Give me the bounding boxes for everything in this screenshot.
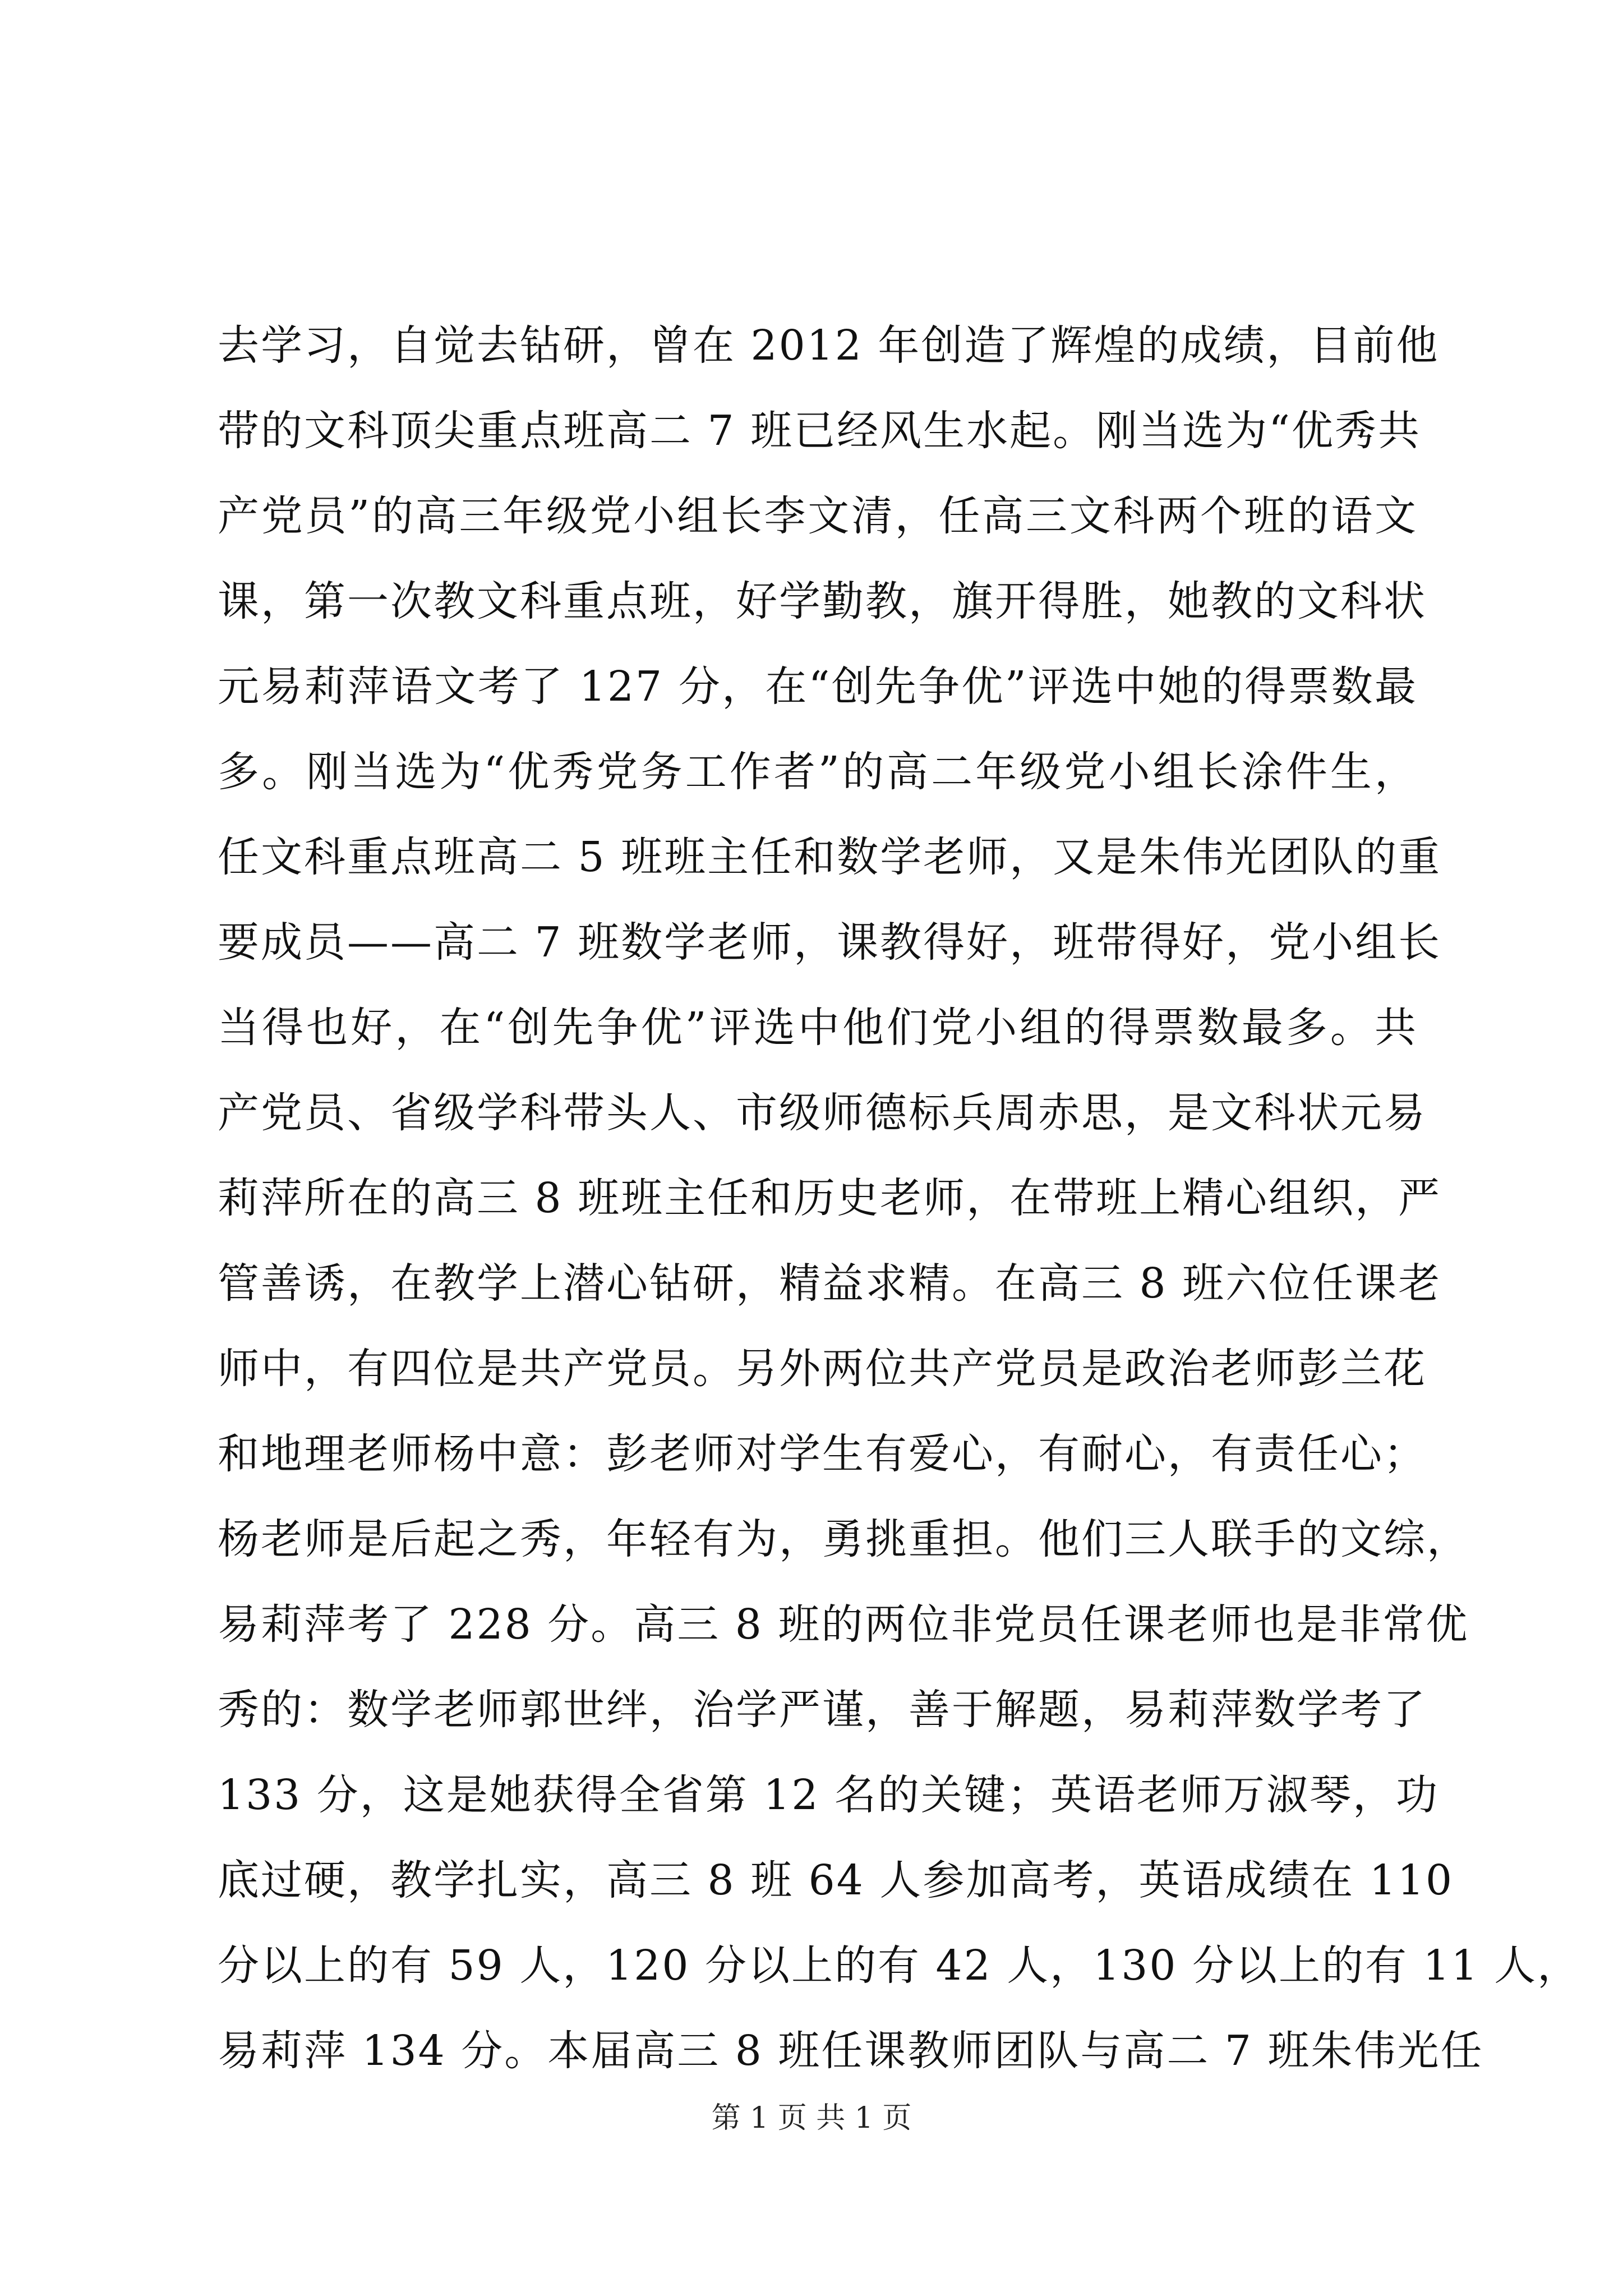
text-line-11: 莉萍所在的高三 8 班班主任和历史老师，在带班上精心组织，严	[218, 1174, 1442, 1222]
text-line-8: 要成员——高二 7 班数学老师，课教得好，班带得好，党小组长	[218, 918, 1442, 967]
page-footer	[0, 2098, 1623, 2138]
body-paragraph	[218, 303, 1581, 2093]
text-line-17: 秀的：数学老师郭世绊，治学严谨，善于解题，易莉萍数学考了	[218, 1686, 1427, 1734]
text-line-10: 产党员、省级学科带头人、市级师德标兵周赤思，是文科状元易	[218, 1089, 1427, 1137]
text-line-4: 课，第一次教文科重点班，好学勤教，旗开得胜，她教的文科状	[218, 577, 1427, 625]
text-line-1: 去学习，自觉去钻研，曾在 2012 年创造了辉煌的成绩，目前他	[218, 321, 1440, 370]
text-line-9: 当得也好，在“创先争优”评选中他们党小组的得票数最多。共	[218, 1004, 1418, 1052]
text-line-20: 分以上的有 59 人，120 分以上的有 42 人，130 分以上的有 11 人，	[218, 1941, 1581, 1990]
text-line-3: 产党员”的高三年级党小组长李文清，任高三文科两个班的语文	[218, 492, 1418, 540]
text-line-13: 师中，有四位是共产党员。另外两位共产党员是政治老师彭兰花	[218, 1345, 1427, 1393]
text-line-19: 底过硬，教学扎实，高三 8 班 64 人参加高考，英语成绩在 110	[218, 1856, 1454, 1904]
text-line-15: 杨老师是后起之秀，年轻有为，勇挑重担。他们三人联手的文综，	[218, 1515, 1470, 1563]
text-line-7: 任文科重点班高二 5 班班主任和数学老师，又是朱伟光团队的重	[218, 833, 1442, 881]
text-line-18: 133 分，这是她获得全省第 12 名的关键；英语老师万淑琴，功	[218, 1771, 1439, 1819]
text-line-14: 和地理老师杨中意：彭老师对学生有爱心，有耐心，有责任心；	[218, 1430, 1427, 1478]
text-line-6: 多。刚当选为“优秀党务工作者”的高二年级党小组长涂件生，	[218, 748, 1418, 796]
page-number-label: 第 1 页 共 1 页	[711, 2101, 912, 2135]
text-line-2: 带的文科顶尖重点班高二 7 班已经风生水起。刚当选为“优秀共	[218, 407, 1421, 455]
text-line-16: 易莉萍考了 228 分。高三 8 班的两位非党员任课老师也是非常优	[218, 1600, 1469, 1649]
text-line-21: 易莉萍 134 分。本届高三 8 班任课教师团队与高二 7 班朱伟光任	[218, 2027, 1484, 2075]
text-line-5: 元易莉萍语文考了 127 分，在“创先争优”评选中她的得票数最	[218, 662, 1418, 711]
text-line-12: 管善诱，在教学上潜心钻研，精益求精。在高三 8 班六位任课老	[218, 1259, 1442, 1308]
